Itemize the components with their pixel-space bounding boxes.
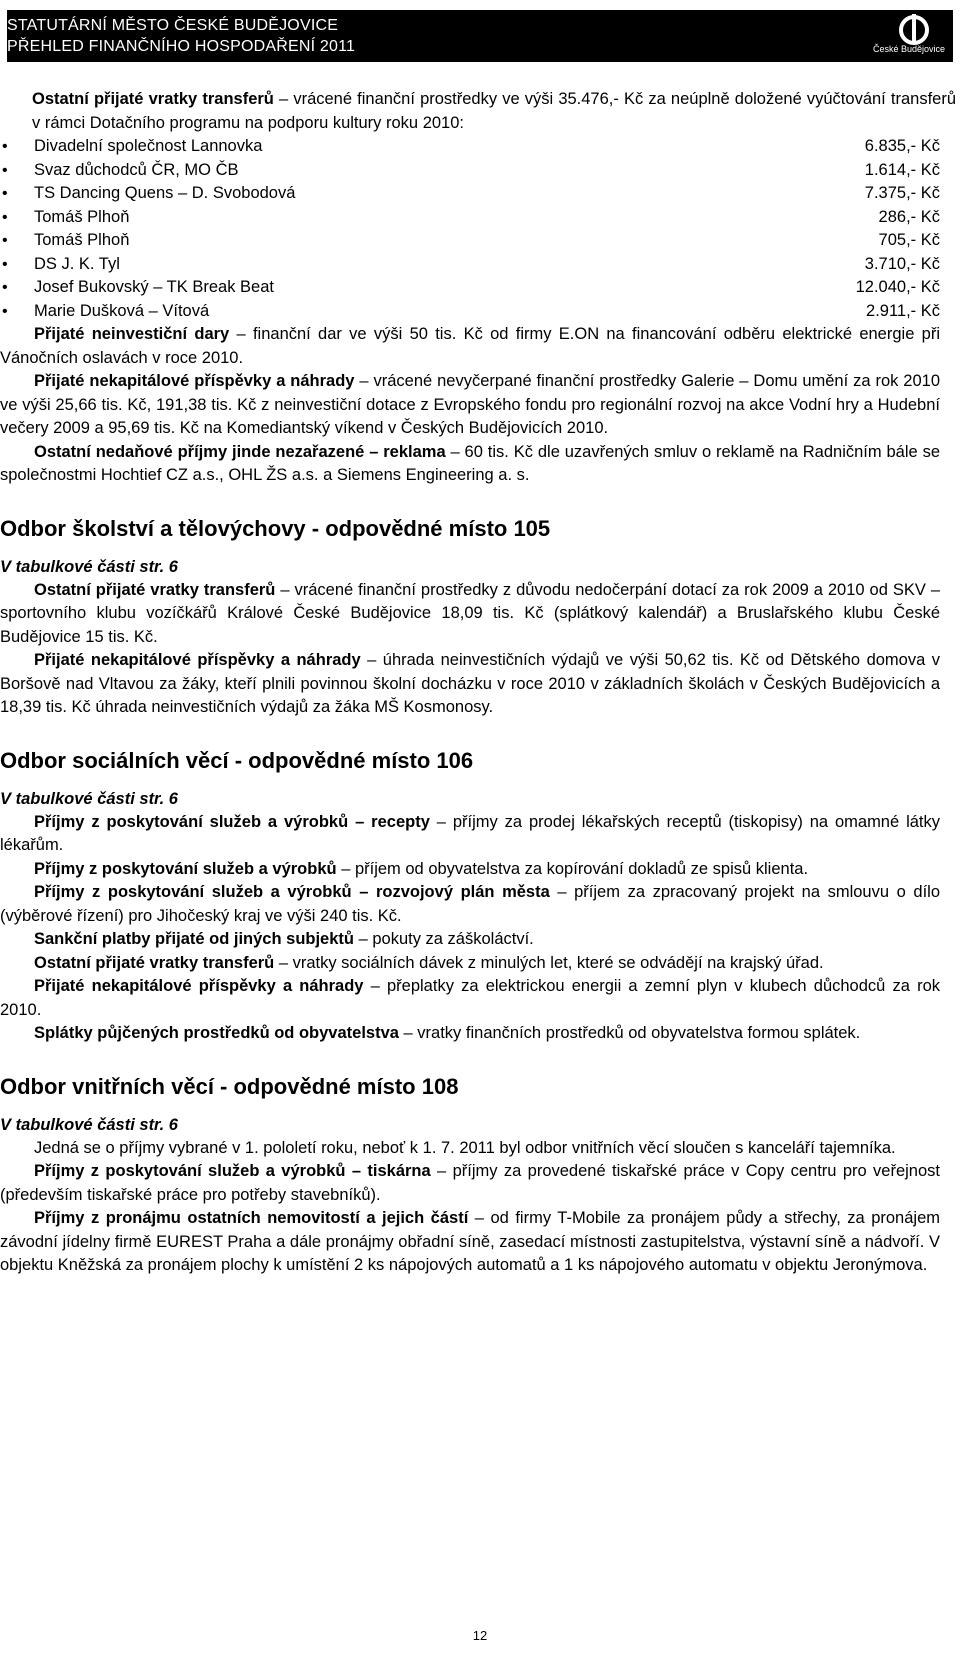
table-reference: V tabulkové části str. 6 bbox=[0, 1115, 178, 1134]
paragraph: Splátky půjčených prostředků od obyvatelstva – vratky finančních prostředků od obyvatelstva formou splátek. bbox=[34, 1024, 861, 1042]
paragraph: Přijaté nekapitálové příspěvky a náhrady – vrácené nevyčerpané finanční prostředky Galerie – Domu umění za rok 2010 ve výši 25,66 tis. Kč, 191,38 tis. Kč z neinvestiční dotace z Evropského fondu pro regionální rozvoj na akce Vodní hry a Hudební večery 2009 a 95,69 tis. Kč na Komediantský víkend v Českých Budějovicích 2010. bbox=[0, 372, 940, 437]
page-header bbox=[7, 10, 953, 62]
list-item: • Tomáš Plhoň 705,- Kč bbox=[0, 229, 940, 253]
paragraph: Přijaté nekapitálové příspěvky a náhrady – přeplatky za elektrickou energii a zemní plyn v klubech důchodců za rok 2010. bbox=[0, 977, 941, 1019]
list-item: • Josef Bukovský – TK Break Beat 12.040,- Kč bbox=[0, 276, 940, 300]
paragraph: Přijaté nekapitálové příspěvky a náhrady – úhrada neinvestičních výdajů ve výši 50,62 tis. Kč od Dětského domova v Boršově nad Vltavou za žáky, kteří plnili povinnou školní docházku v roce 2010 v základních školách v Českých Budějovicích a 18,39 tis. Kč úhrada neinvestičních výdajů za žáka MŠ Kosmonosy. bbox=[0, 651, 940, 716]
paragraph: Příjmy z poskytování služeb a výrobků – rozvojový plán města – příjem za zpracovaný projekt na smlouvu o dílo (výběrové řízení) pro Jihočeský kraj ve výši 240 tis. Kč. bbox=[0, 883, 940, 925]
paragraph: Ostatní nedaňové příjmy jinde nezařazené – reklama – 60 tis. Kč dle uzavřených smluv o reklamě na Radničním bále se společnostmi Hochtief CZ a.s., OHL ŽS a.s. a Siemens Engineering a. s. bbox=[0, 442, 940, 484]
table-reference: V tabulkové části str. 6 bbox=[0, 557, 178, 576]
table-reference: V tabulkové části str. 6 bbox=[0, 789, 178, 808]
header-report-title: PŘEHLED FINANČNÍHO HOSPODAŘENÍ 2011 bbox=[7, 38, 356, 55]
document-body bbox=[0, 88, 956, 1278]
paragraph: Ostatní přijaté vratky transferů – vrácené finanční prostředky z důvodu nedočerpání dotací za rok 2009 a 2010 od SKV – sportovního klubu vozíčkářů Králové České Budějovice 18,09 tis. Kč (splátkový kalendář) a Bruslařského klubu České Budějovice 15 tis. Kč. bbox=[0, 580, 941, 646]
paragraph: Sankční platby přijaté od jiných subjektů – pokuty za záškoláctví. bbox=[34, 930, 534, 948]
paragraph: Ostatní přijaté vratky transferů – vratky sociálních dávek z minulých let, které se odvádějí na krajský úřad. bbox=[34, 953, 824, 972]
transfer-list bbox=[0, 135, 940, 323]
paragraph: Příjmy z poskytování služeb a výrobků – recepty – příjmy za prodej lékařských receptů (tiskopisy) na omamné látky lékařům. bbox=[0, 812, 940, 854]
list-item: • Svaz důchodců ČR, MO ČB 1.614,- Kč bbox=[0, 159, 940, 183]
section-heading-106: Odbor sociálních věcí - odpovědné místo 106 bbox=[0, 747, 474, 773]
intro-text: – vrácené finanční prostředky ve výši 35.476,- Kč za neúplně doložené vyúčtování transferů v rámci Dotačního programu na podporu kultury roku 2010: bbox=[32, 90, 956, 132]
paragraph: Jedná se o příjmy vybrané v 1. pololetí roku, neboť k 1. 7. 2011 byl odbor vnitřních věcí sloučen s kanceláří tajemníka. bbox=[34, 1138, 896, 1157]
intro-paragraph bbox=[32, 88, 956, 135]
header-city: STATUTÁRNÍ MĚSTO ČESKÉ BUDĚJOVICE bbox=[7, 17, 339, 34]
intro-bold: Ostatní přijaté vratky transferů bbox=[32, 90, 274, 108]
page-number: 12 bbox=[472, 1628, 488, 1643]
paragraph: Přijaté neinvestiční dary – finanční dar ve výši 50 tis. Kč od firmy E.ON na financování odběru elektrické energie při Vánočních oslavách v roce 2010. bbox=[0, 325, 940, 367]
list-item: • Marie Dušková – Vítová 2.911,- Kč bbox=[0, 300, 940, 324]
section-culture bbox=[0, 323, 940, 1278]
list-item: • DS J. K. Tyl 3.710,- Kč bbox=[0, 253, 940, 277]
paragraph: Příjmy z pronájmu ostatních nemovitostí a jejich částí – od firmy T-Mobile za pronájem půdy a střechy, za pronájem závodní jídelny firmě EUREST Praha a dále pronájmy obřadní síně, zasedací místnosti zastupitelstva, výstavní síně a nádvoří. V objektu Kněžská za pronájem plochy k umístění 2 ks nápojových automatů a 1 ks nápojového automatu v objektu Jeronýmova. bbox=[0, 1209, 941, 1274]
list-item: • Divadelní společnost Lannovka 6.835,- Kč bbox=[0, 135, 940, 159]
paragraph: Příjmy z poskytování služeb a výrobků – příjem od obyvatelstva za kopírování dokladů ze spisů klienta. bbox=[34, 859, 809, 878]
logo-text: České Budějovice bbox=[872, 44, 945, 54]
list-item: • TS Dancing Quens – D. Svobodová 7.375,- Kč bbox=[0, 182, 940, 206]
paragraph: Příjmy z poskytování služeb a výrobků – tiskárna – příjmy za provedené tiskařské práce v Copy centru pro veřejnost (především tiskařské práce pro potřeby stavebníků). bbox=[0, 1162, 940, 1204]
list-item: • Tomáš Plhoň 286,- Kč bbox=[0, 206, 940, 230]
section-heading-108: Odbor vnitřních věcí - odpovědné místo 108 bbox=[0, 1073, 459, 1099]
section-heading-105: Odbor školství a tělovýchovy - odpovědné místo 105 bbox=[0, 515, 551, 541]
